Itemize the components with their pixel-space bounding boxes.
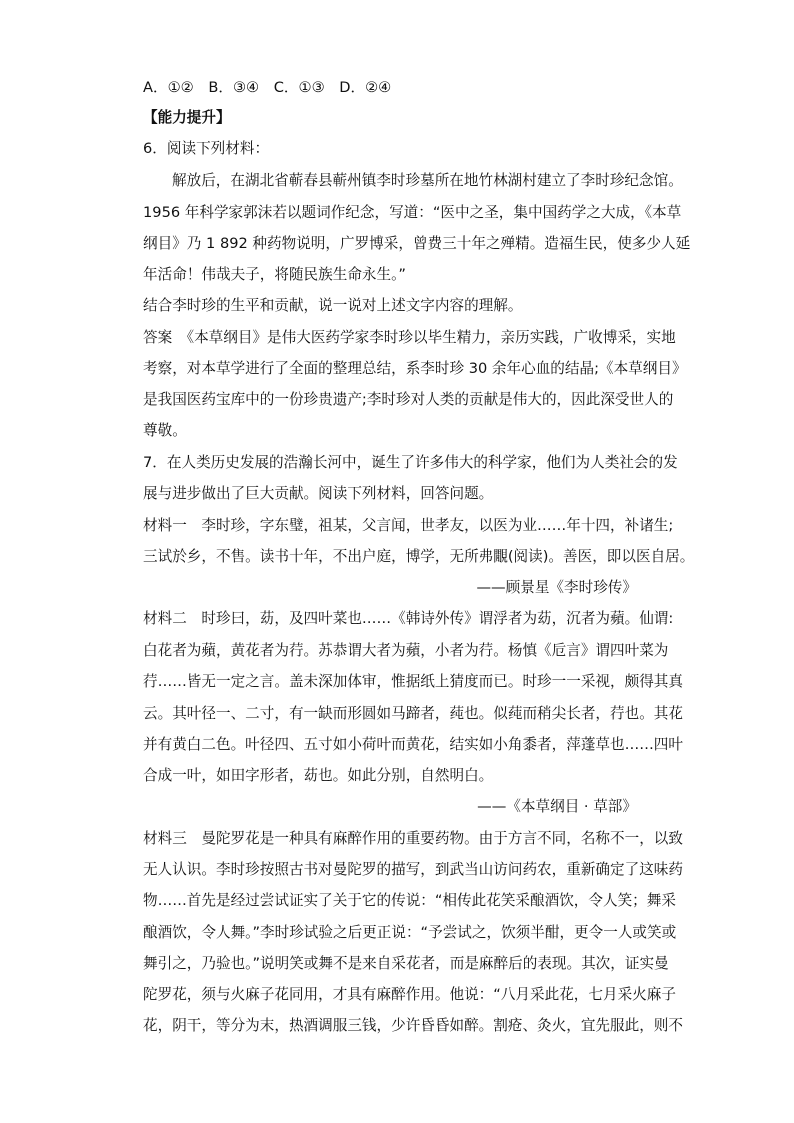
material-3-line: 无人认识。李时珍按照古书对曼陀罗的描写，到武当山访问药农，重新确定了这味药 — [143, 861, 683, 878]
q6-prompt: 结合李时珍的生平和贡献，说一说对上述文字内容的理解。 — [143, 297, 523, 314]
material-2-line: 云。其叶径一、二寸，有一缺而形圆如马蹄者，莼也。似莼而稍尖长者，荇也。其花 — [143, 705, 683, 722]
material-2-line: 荇……皆无一定之言。盖未深加体审，惟据纸上猜度而已。时珍一一采视，颇得其真 — [143, 673, 683, 690]
q6-paragraph-line: 1956 年科学家郭沫若以题词作纪念，写道：“医中之圣，集中国药学之大成，《本草 — [143, 204, 682, 221]
material-2-line: 白花者为蘋，黄花者为荇。苏恭谓大者为蘋，小者为荇。杨慎《卮言》谓四叶菜为 — [143, 642, 669, 659]
q6-paragraph-line: 年活命！伟哉夫子，将随民族生命永生。” — [143, 266, 406, 283]
question-7-line: 7．在人类历史发展的浩瀚长河中，诞生了许多伟大的科学家，他们为人类社会的发 — [143, 454, 678, 471]
material-1-source: ——顾景星《李时珍传》 — [476, 579, 637, 596]
material-3-line: 物……首先是经过尝试证实了关于它的传说：“相传此花笑采酿酒饮，令人笑；舞采 — [143, 892, 676, 909]
question-6-title: 6．阅读下列材料： — [143, 140, 270, 157]
material-3-line: 材料三 曼陀罗花是一种具有麻醉作用的重要药物。由于方言不同，名称不一，以致 — [143, 830, 683, 847]
q6-paragraph-line: 解放后，在湖北省蕲春县蕲州镇李时珍墓所在地竹林湖村建立了李时珍纪念馆。 — [172, 172, 683, 189]
answer-line: 尊敬。 — [143, 422, 187, 439]
material-3-line: 舞引之，乃验也。”说明笑或舞不是来自采花者，而是麻醉后的表现。其次，证实曼 — [143, 955, 669, 972]
options-line: A．①② B．③④ C．①③ D．②④ — [143, 79, 392, 96]
material-2-source: ——《本草纲目 · 草部》 — [477, 798, 637, 815]
answer-line: 考察，对本草学进行了全面的整理总结，系李时珍 30 余年心血的结晶;《本草纲目》 — [143, 360, 687, 377]
section-heading: 【能力提升】 — [143, 109, 231, 126]
answer-line: 答案 《本草纲目》是伟大医药学家李时珍以毕生精力，亲历实践，广收博采，实地 — [143, 329, 676, 346]
material-1-line: 三试於乡，不售。读书十年，不出户庭，博学，无所弗覵(阅读)。善医，即以医自居。 — [143, 548, 695, 565]
material-2-line: 材料二 时珍曰，苭，及四叶菜也……《韩诗外传》谓浮者为苭，沉者为蘋。仙谓: — [143, 610, 674, 627]
question-7-line: 展与进步做出了巨大贡献。阅读下列材料，回答问题。 — [143, 485, 494, 502]
material-3-line: 花，阴干，等分为末，热酒调服三钱，少许昏昏如醉。割疮、灸火，宜先服此，则不 — [143, 1017, 683, 1034]
material-1-line: 材料一 李时珍，字东璧，祖某，父言闻，世孝友，以医为业……年十四，补诸生; — [143, 517, 674, 534]
material-2-line: 并有黄白二色。叶径四、五寸如小荷叶而黄花，结实如小角黍者，萍蓬草也……四叶 — [143, 736, 683, 753]
material-2-line: 合成一叶，如田字形者，苭也。如此分别，自然明白。 — [143, 767, 494, 784]
answer-line: 是我国医药宝库中的一份珍贵遗产;李时珍对人类的贡献是伟大的，因此深受世人的 — [143, 391, 674, 408]
q6-paragraph-line: 纲目》乃 1 892 种药物说明，广罗博采，曾费三十年之殚精。造福生民，使多少人延 — [143, 235, 691, 252]
material-3-line: 陀罗花，须与火麻子花同用，才具有麻醉作用。他说：“八月采此花，七月采火麻子 — [143, 986, 676, 1003]
material-3-line: 酿酒饮，令人舞。”李时珍试验之后更正说：“予尝试之，饮须半酣，更令一人或笑或 — [143, 924, 677, 941]
